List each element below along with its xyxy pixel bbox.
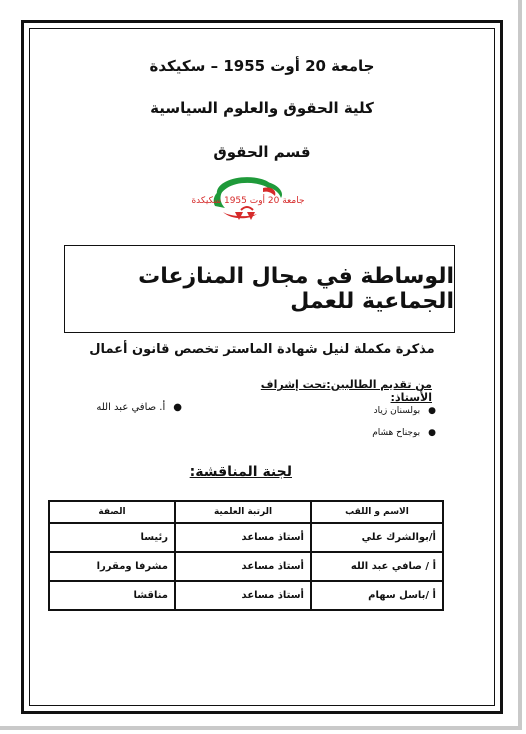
member-role: مشرفا ومقررا (49, 552, 175, 581)
list-item (280, 422, 436, 444)
students-list (280, 400, 436, 444)
supervisor-name: أ. صافي عبد الله (96, 402, 166, 413)
department-name: قسم الحقوق (213, 143, 311, 161)
table-row (49, 552, 443, 581)
supervision-line: من تقديم الطالبين:تحت إشراف الأستاذ: (260, 378, 432, 404)
committee-table (48, 500, 444, 611)
member-role: مناقشا (49, 581, 175, 610)
bullet-icon: ● (173, 402, 182, 413)
logo-text: جامعة 20 أوت 1955 سكيكدة (191, 196, 305, 206)
thesis-title-box (64, 245, 455, 333)
column-header: الرتبة العلمية (175, 501, 311, 523)
thesis-title: الوساطة في مجال المنازعات الجماعية للعمل (138, 264, 454, 314)
university-logo-icon (191, 172, 305, 224)
member-rank: أستاذ مساعد (175, 523, 311, 552)
thesis-subtitle: مذكرة مكملة لنيل شهادة الماستر تخصص قانون أعمال (89, 342, 435, 357)
table-header-row (49, 501, 443, 523)
table-row (49, 581, 443, 610)
student-name: بولسنان زياد (373, 406, 421, 416)
university-name: جامعة 20 أوت 1955 – سكيكدة (149, 57, 375, 75)
member-name: أ/بوالشرك علي (311, 523, 443, 552)
university-logo (191, 172, 305, 224)
column-header: الصفة (49, 501, 175, 523)
supervisor (62, 402, 182, 413)
member-rank: أستاذ مساعد (175, 581, 311, 610)
member-name: أ /باسل سهام (311, 581, 443, 610)
committee-label: لجنة المناقشة: (189, 464, 292, 480)
member-rank: أستاذ مساعد (175, 552, 311, 581)
list-item (280, 400, 436, 422)
column-header: الاسم و اللقب (311, 501, 443, 523)
faculty-name: كلية الحقوق والعلوم السياسية (150, 99, 374, 117)
member-role: رئيسا (49, 523, 175, 552)
table-row (49, 523, 443, 552)
member-name: أ / صافي عبد الله (311, 552, 443, 581)
bullet-icon: ● (428, 428, 436, 438)
bullet-icon: ● (428, 406, 436, 416)
student-name: بوجناح هشام (372, 428, 421, 438)
